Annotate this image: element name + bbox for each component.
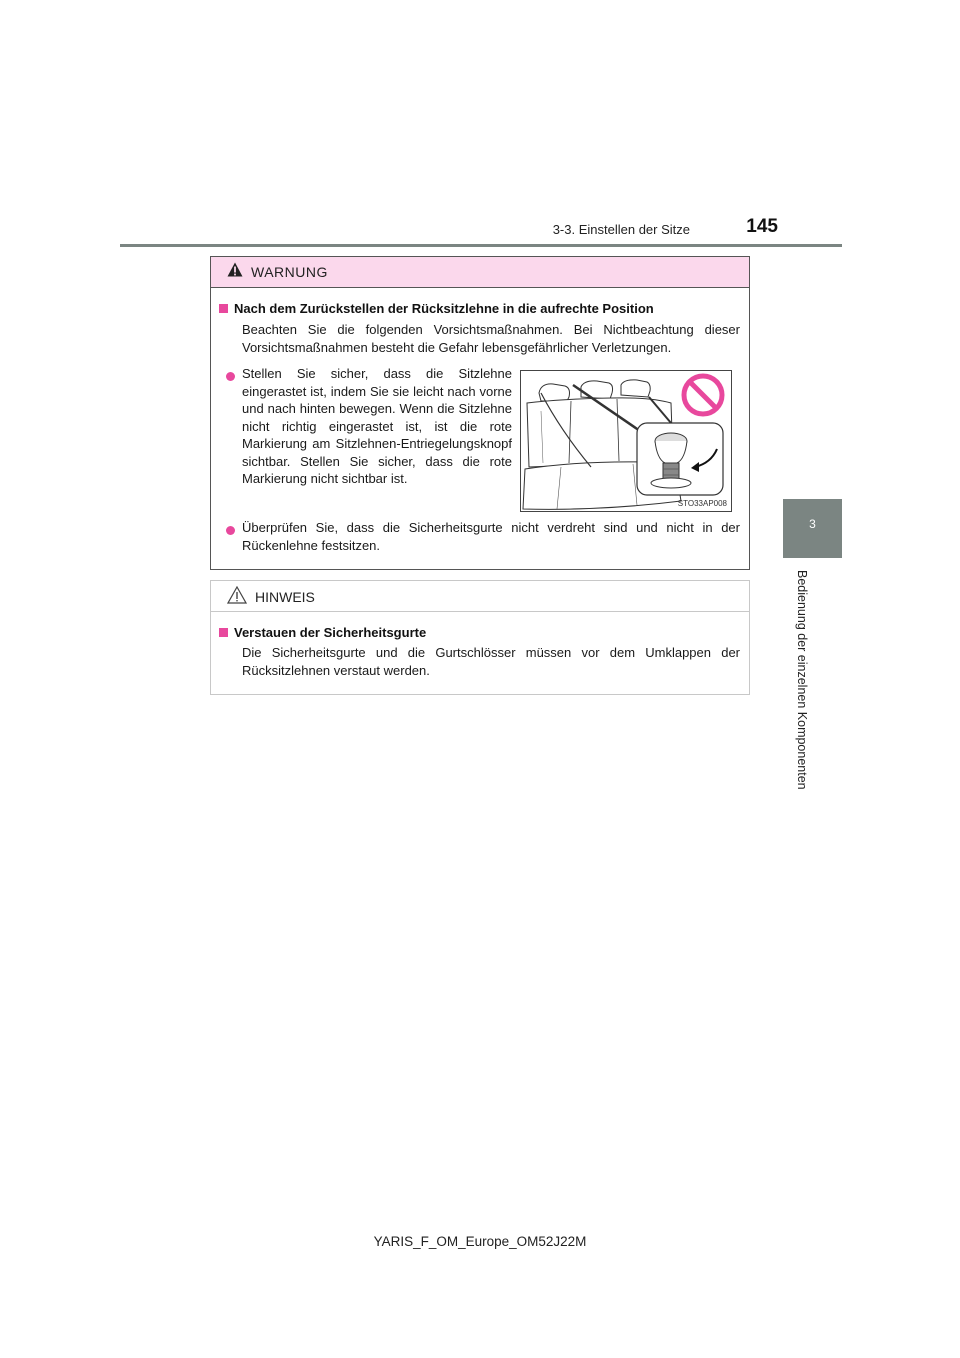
round-bullet-icon <box>226 372 235 381</box>
warning-intro: Beachten Sie die folgenden Vorsichtsmaßnahmen. Bei Nichtbeachtung dieser Vorsichtsmaßnahmen besteht die Gefahr lebensgefährlicher Verletzungen. <box>242 322 740 355</box>
page-number: 145 <box>746 216 778 237</box>
round-bullet-icon <box>226 526 235 535</box>
warning-triangle-filled-icon <box>227 262 243 282</box>
figure-code: STO33AP008 <box>677 499 727 508</box>
warning-section-title: Nach dem Zurückstellen der Rücksitzlehne in die aufrechte Position <box>219 301 654 316</box>
chapter-title: Bedienung der einzelnen Komponenten <box>795 570 809 790</box>
header-rule <box>120 244 842 247</box>
notice-header <box>211 581 749 612</box>
warning-box <box>210 256 750 570</box>
warning-triangle-outline-icon <box>227 586 247 609</box>
warning-header <box>211 257 749 288</box>
square-bullet-icon <box>219 304 228 313</box>
square-bullet-icon <box>219 628 228 637</box>
notice-text: Die Sicherheitsgurte und die Gurtschlösser müssen vor dem Umklappen der Rücksitzlehnen verstaut werden. <box>242 645 740 678</box>
warning-bullet-1: Stellen Sie sicher, dass die Sitzlehne eingerastet ist, indem Sie sie leicht nach vorne und nach hinten bewegen. Wenn die Sitzlehne nicht richtig eingerastet ist, ist die rote Markierung am Sitzlehnen-Entriegelungsknopf sichtbar. Stellen Sie sicher, dass die rote Markierung nicht sichtbar ist. <box>242 366 512 486</box>
document-code: YARIS_F_OM_Europe_OM52J22M <box>373 1234 587 1249</box>
notice-section-title: Verstauen der Sicherheitsgurte <box>219 625 426 640</box>
chapter-tab <box>783 499 842 558</box>
seat-back-illustration <box>520 370 732 512</box>
notice-label: HINWEIS <box>255 589 315 605</box>
warning-label: WARNUNG <box>251 264 328 280</box>
notice-box <box>210 580 750 695</box>
warning-bullet-2: Überprüfen Sie, dass die Sicherheitsgurte nicht verdreht sind und nicht in der Rückenlehne festsitzen. <box>242 520 740 553</box>
running-header-section: 3-3. Einstellen der Sitze <box>552 222 690 237</box>
chapter-number: 3 <box>809 517 816 531</box>
